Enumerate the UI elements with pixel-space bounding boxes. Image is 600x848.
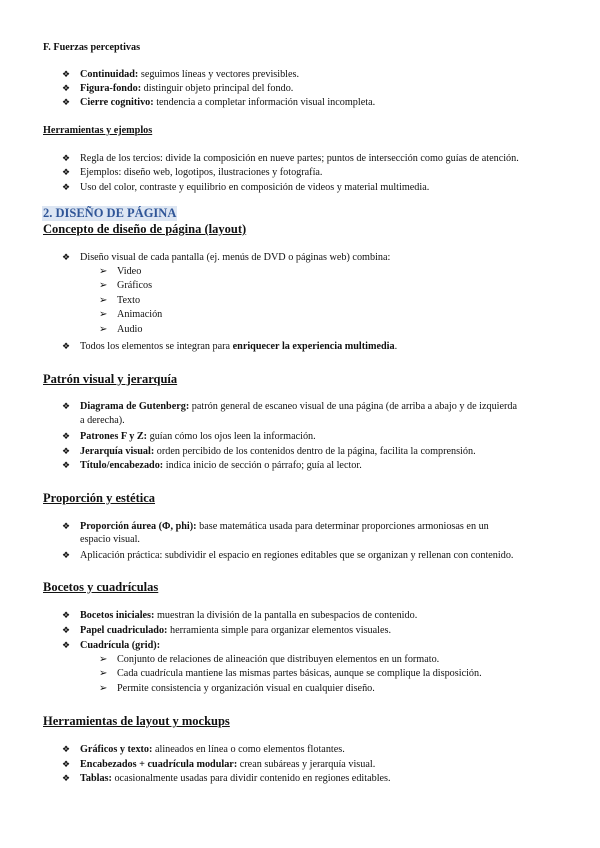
arrow-bullet-icon: ➢ bbox=[99, 280, 108, 291]
sub-list-item: ➢ Cada cuadrícula mantiene las mismas partes básicas, aunque se complique la disposición. bbox=[99, 667, 482, 682]
list-item: ❖ Jerarquía visual: orden percibido de los contenidos dentro de la página, facilita la comprensión. bbox=[62, 446, 476, 457]
list-item: ❖ Título/encabezado: indica inicio de sección o párrafo; guía al lector. bbox=[62, 460, 362, 471]
pattern-heading: Patrón visual y jerarquía bbox=[43, 372, 178, 386]
section-2-title: 2. DISEÑO DE PÁGINA bbox=[43, 206, 177, 220]
diamond-bullet-icon: ❖ bbox=[62, 640, 71, 650]
list-item: ❖ Diagrama de Gutenberg: patrón general de escaneo visual de una página (de arriba a abajo y de izquierda bbox=[62, 401, 518, 412]
arrow-bullet-icon: ➢ bbox=[99, 309, 108, 320]
sub-list-item: ➢ Video bbox=[99, 265, 141, 280]
arrow-bullet-icon: ➢ bbox=[99, 324, 108, 335]
list-item: ❖ Diseño visual de cada pantalla (ej. menús de DVD o páginas web) combina: bbox=[62, 252, 391, 263]
diamond-bullet-icon: ❖ bbox=[62, 97, 71, 107]
diamond-bullet-icon: ❖ bbox=[62, 521, 71, 531]
arrow-bullet-icon: ➢ bbox=[99, 654, 108, 665]
diamond-bullet-icon: ❖ bbox=[62, 431, 71, 441]
diamond-bullet-icon: ❖ bbox=[62, 744, 71, 754]
arrow-bullet-icon: ➢ bbox=[99, 668, 108, 679]
list-item: ❖ Cierre cognitivo: tendencia a completar información visual incompleta. bbox=[62, 97, 376, 108]
diamond-bullet-icon: ❖ bbox=[62, 341, 71, 351]
list-item: ❖ Ejemplos: diseño web, logotipos, ilustraciones y fotografía. bbox=[62, 167, 323, 178]
diamond-bullet-icon: ❖ bbox=[62, 759, 71, 769]
arrow-bullet-icon: ➢ bbox=[99, 295, 108, 306]
list-item: ❖ Papel cuadriculado: herramienta simple para organizar elementos visuales. bbox=[62, 625, 392, 636]
list-item: ❖ Uso del color, contraste y equilibrio en composición de videos y material multimedia. bbox=[62, 182, 430, 193]
list-item: ❖ Encabezados + cuadrícula modular: crean subáreas y jerarquía visual. bbox=[62, 759, 376, 770]
diamond-bullet-icon: ❖ bbox=[62, 153, 71, 163]
sub-list-item: ➢ Conjunto de relaciones de alineación que distribuyen elementos en un formato. bbox=[99, 653, 439, 668]
sub-list-item: ➢ Gráficos bbox=[99, 279, 152, 294]
list-item: ❖ Patrones F y Z: guían cómo los ojos leen la información. bbox=[62, 431, 316, 442]
diamond-bullet-icon: ❖ bbox=[62, 252, 71, 262]
diamond-bullet-icon: ❖ bbox=[62, 446, 71, 456]
diamond-bullet-icon: ❖ bbox=[62, 182, 71, 192]
list-item: ❖ Figura-fondo: distinguir objeto principal del fondo. bbox=[62, 83, 294, 94]
list-item-continuation: espacio visual. bbox=[80, 534, 140, 545]
diamond-bullet-icon: ❖ bbox=[62, 610, 71, 620]
proportion-heading: Proporción y estética bbox=[43, 491, 156, 505]
list-item: ❖ Gráficos y texto: alineados en línea o como elementos flotantes. bbox=[62, 744, 345, 755]
sub-list-item: ➢ Audio bbox=[99, 323, 142, 338]
list-item-continuation: a derecha). bbox=[80, 415, 125, 426]
list-item: ❖ Aplicación práctica: subdividir el espacio en regiones editables que se organizan y rellenan con contenido. bbox=[62, 550, 514, 561]
list-item: ❖ Tablas: ocasionalmente usadas para dividir contenido en regiones editables. bbox=[62, 773, 391, 784]
list-item: ❖ Todos los elementos se integran para enriquecer la experiencia multimedia. bbox=[62, 341, 398, 352]
diamond-bullet-icon: ❖ bbox=[62, 625, 71, 635]
diamond-bullet-icon: ❖ bbox=[62, 167, 71, 177]
list-item: ❖ Continuidad: seguimos líneas y vectores previsibles. bbox=[62, 69, 300, 80]
tools-heading: Herramientas y ejemplos bbox=[43, 125, 153, 136]
sub-list-item: ➢ Animación bbox=[99, 308, 162, 323]
layout-tools-heading: Herramientas de layout y mockups bbox=[43, 714, 230, 728]
diamond-bullet-icon: ❖ bbox=[62, 550, 71, 560]
concept-heading: Concepto de diseño de página (layout) bbox=[43, 222, 247, 236]
sketch-heading: Bocetos y cuadrículas bbox=[43, 580, 159, 594]
arrow-bullet-icon: ➢ bbox=[99, 266, 108, 277]
diamond-bullet-icon: ❖ bbox=[62, 69, 71, 79]
list-item: ❖ Bocetos iniciales: muestran la división de la pantalla en subespacios de contenido. bbox=[62, 610, 418, 621]
list-item: ❖ Cuadrícula (grid): bbox=[62, 640, 161, 651]
arrow-bullet-icon: ➢ bbox=[99, 683, 108, 694]
f-heading: F. Fuerzas perceptivas bbox=[43, 42, 141, 53]
diamond-bullet-icon: ❖ bbox=[62, 460, 71, 470]
diamond-bullet-icon: ❖ bbox=[62, 773, 71, 783]
list-item: ❖ Proporción áurea (Φ, phi): base matemática usada para determinar proporciones armoniosas en un bbox=[62, 521, 489, 532]
sub-list-item: ➢ Permite consistencia y organización visual en cualquier diseño. bbox=[99, 682, 375, 697]
diamond-bullet-icon: ❖ bbox=[62, 401, 71, 411]
list-item: ❖ Regla de los tercios: divide la composición en nueve partes; puntos de intersección como guías de atención. bbox=[62, 153, 519, 164]
sub-list-item: ➢ Texto bbox=[99, 294, 140, 309]
diamond-bullet-icon: ❖ bbox=[62, 83, 71, 93]
